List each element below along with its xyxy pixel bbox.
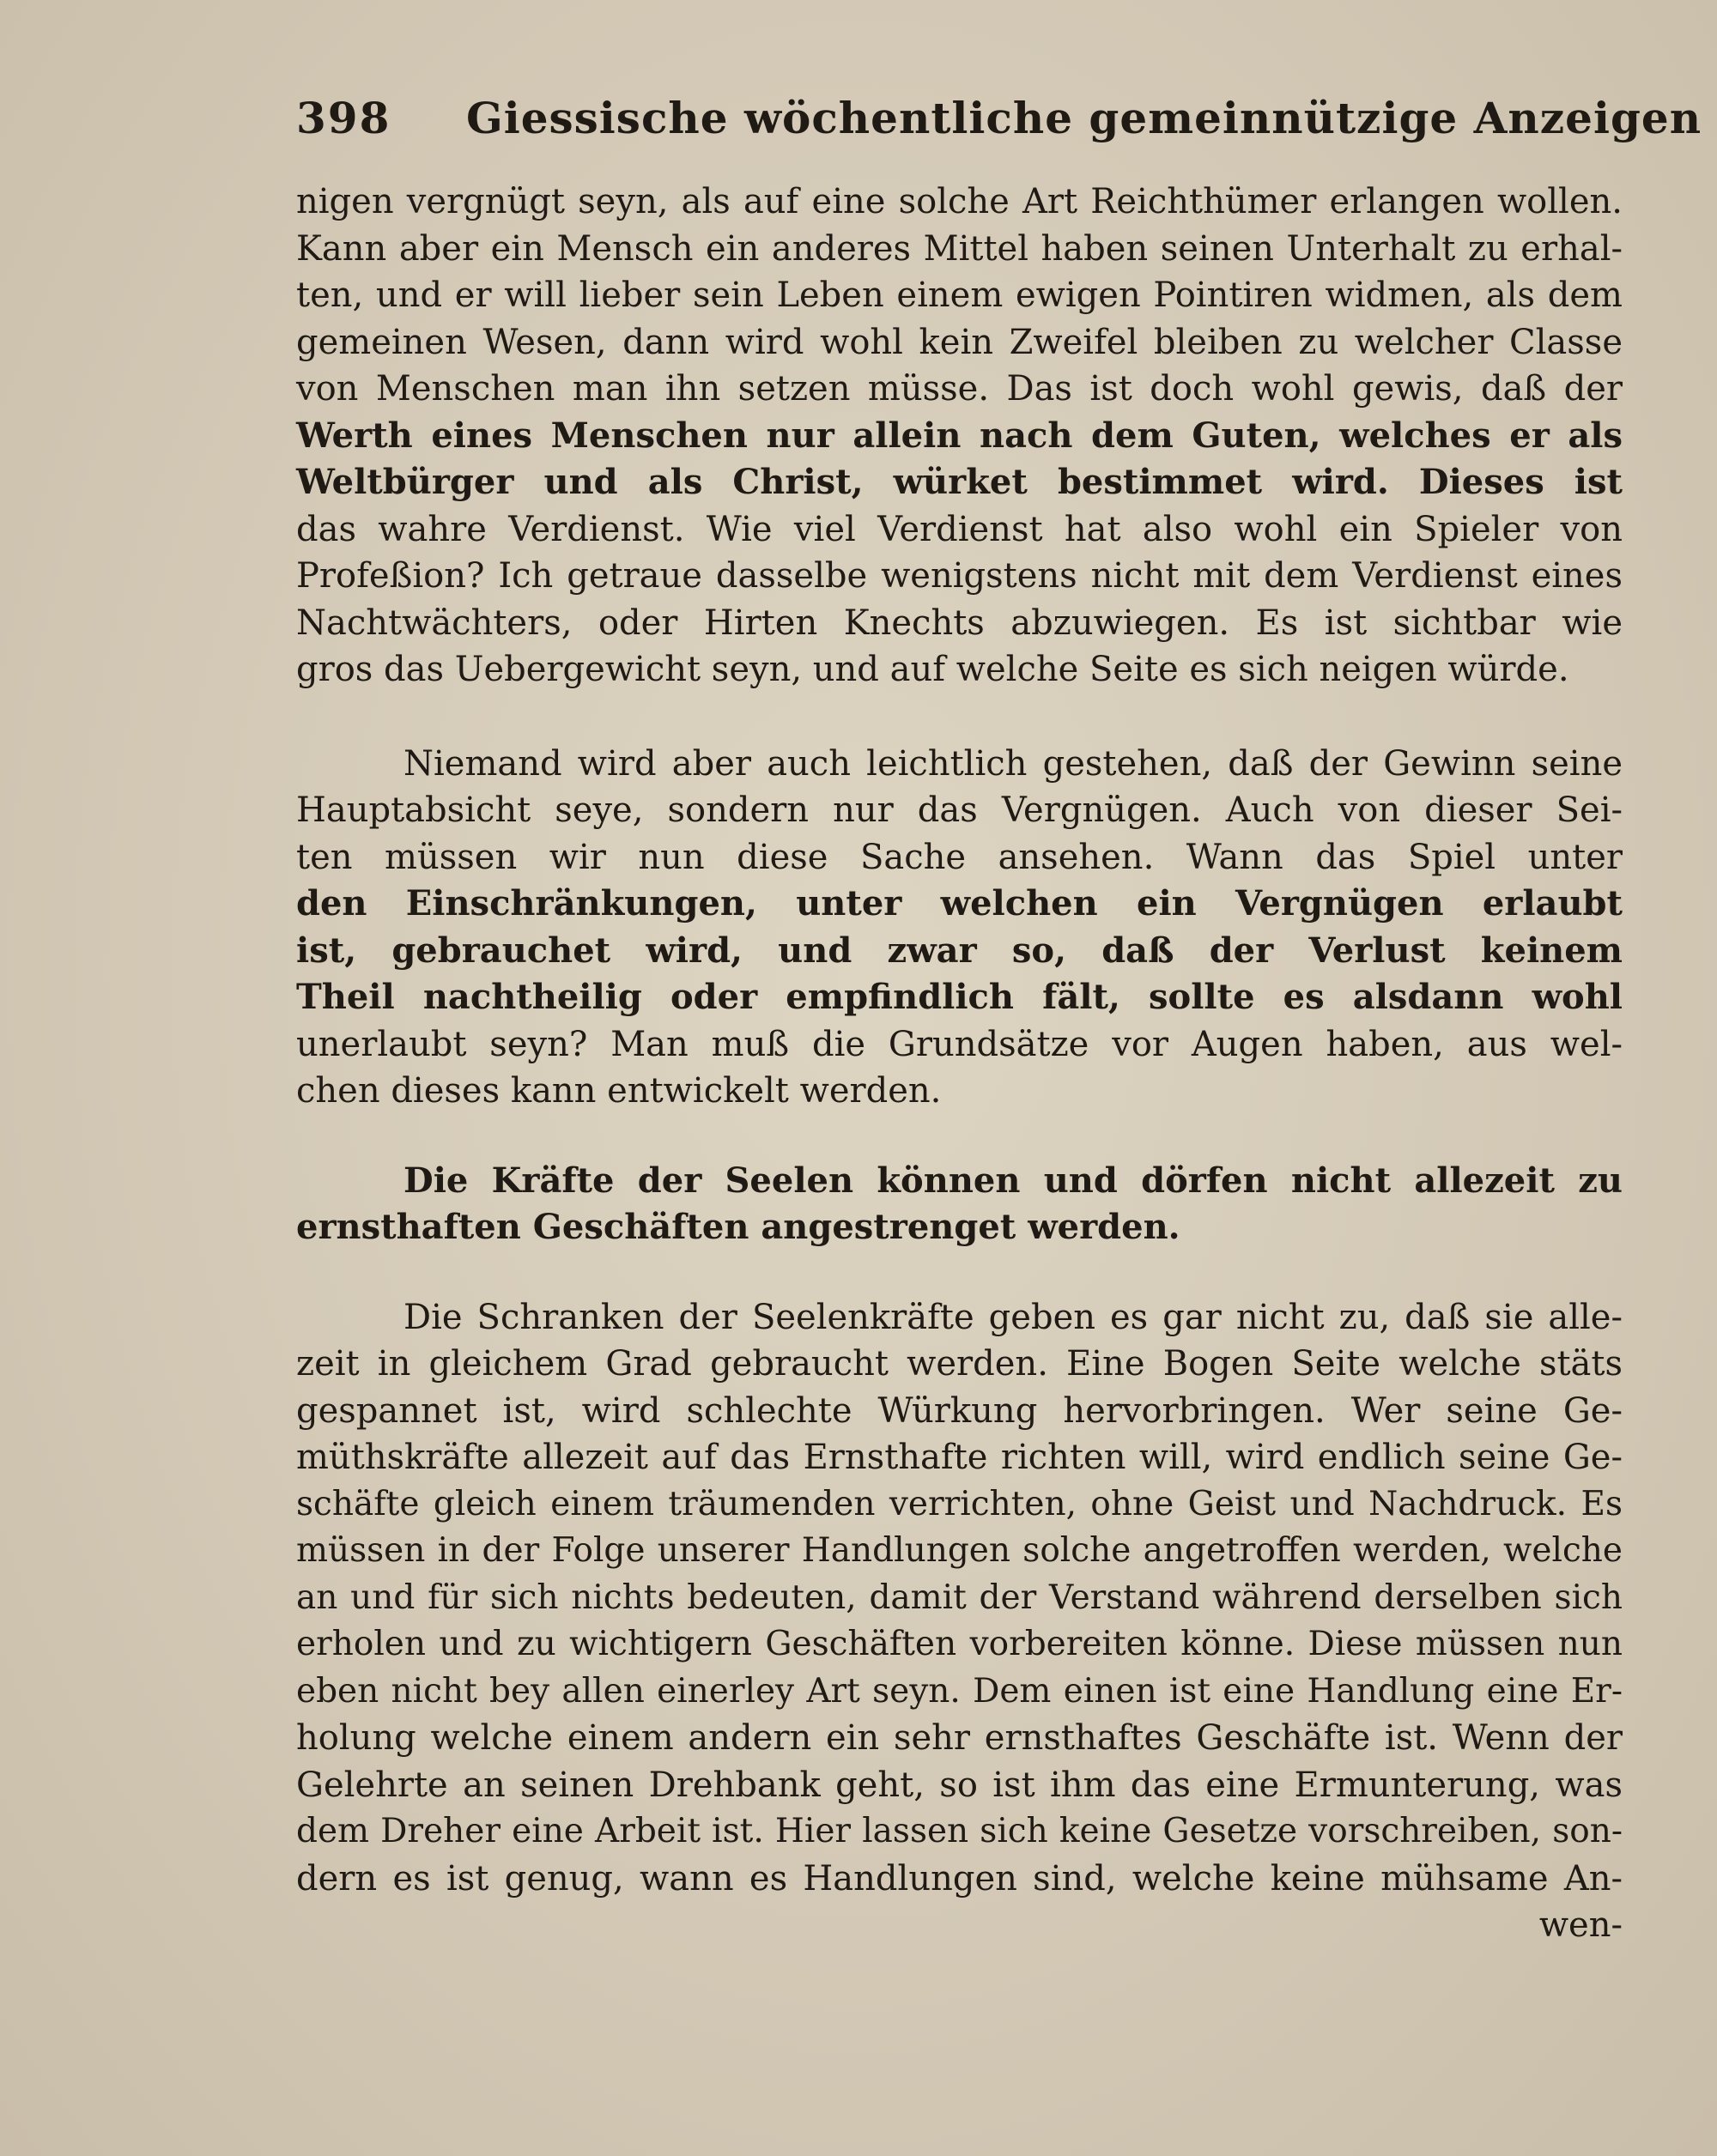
- paragraph-gap: [296, 693, 1623, 741]
- text-line: Die Schranken der Seelenkräfte geben es gar nicht zu, daß sie alle-: [403, 1297, 1623, 1337]
- paragraph-2: [296, 741, 1623, 1115]
- paragraph-3: [296, 1294, 1623, 1949]
- heading-line: Die Kräfte der Seelen können und dörfen nicht allezeit zu: [403, 1160, 1623, 1201]
- page-number: 398: [296, 93, 391, 143]
- text-line: nigen vergnügt seyn, als auf eine solche Art Reichthümer erlangen wollen.: [296, 182, 1623, 221]
- text-line: von Menschen man ihn setzen müsse. Das ist doch wohl gewis, daß der: [296, 369, 1623, 409]
- catchword: wen-: [1538, 1905, 1623, 1945]
- paragraph-gap: [296, 1251, 1623, 1294]
- text-line: zeit in gleichem Grad gebraucht werden. Eine Bogen Seite welche stäts: [296, 1344, 1623, 1384]
- text-line: chen dieses kann entwickelt werden.: [296, 1071, 942, 1111]
- text-line: Profeßion? Ich getraue dasselbe wenigstens nicht mit dem Verdienst eines: [296, 556, 1623, 596]
- text-line: Werth eines Menschen nur allein nach dem Guten, welches er als: [296, 415, 1623, 456]
- text-line: ten müssen wir nun diese Sache ansehen. Wann das Spiel unter: [296, 837, 1623, 877]
- text-line: schäfte gleich einem träumenden verrichten, ohne Geist und Nachdruck. Es: [296, 1484, 1623, 1523]
- body-text: [296, 179, 1623, 1949]
- text-line: müssen in der Folge unserer Handlungen solche angetroffen werden, welche: [296, 1531, 1623, 1570]
- text-line: Weltbürger und als Christ, würket bestimmet wird. Dieses ist: [296, 462, 1623, 502]
- heading-line: ernsthaften Geschäften angestrenget werden.: [296, 1207, 1180, 1247]
- text-line: Nachtwächters, oder Hirten Knechts abzuwiegen. Es ist sichtbar wie: [296, 603, 1623, 643]
- text-line: Hauptabsicht seye, sondern nur das Vergnügen. Auch von dieser Sei-: [296, 790, 1623, 830]
- text-line: gespannet ist, wird schlechte Würkung hervorbringen. Wer seine Ge-: [296, 1390, 1623, 1431]
- text-line: erholen und zu wichtigern Geschäften vorbereiten könne. Diese müssen nun: [296, 1625, 1623, 1663]
- text-line: holung welche einem andern ein sehr ernsthaftes Geschäfte ist. Wenn der: [296, 1718, 1623, 1758]
- text-line: dem Dreher eine Arbeit ist. Hier lassen sich keine Gesetze vorschreiben, son-: [296, 1812, 1623, 1850]
- running-head: Giessische wöchentliche gemeinnützige Anzeigen: [466, 93, 1702, 143]
- text-line: gemeinen Wesen, dann wird wohl kein Zweifel bleiben zu welcher Classe: [296, 322, 1623, 362]
- text-line: ist, gebrauchet wird, und zwar so, daß der Verlust keinem: [296, 930, 1623, 971]
- section-heading: [296, 1158, 1623, 1251]
- page-header: [296, 93, 1702, 153]
- text-line: ten, und er will lieber sein Leben einem ewigen Pointiren widmen, als dem: [296, 276, 1623, 315]
- text-line: Theil nachtheilig oder empfindlich fält, sollte es alsdann wohl: [296, 977, 1623, 1017]
- text-line: unerlaubt seyn? Man muß die Grundsätze vor Augen haben, aus wel-: [296, 1024, 1623, 1064]
- text-line: müthskräfte allezeit auf das Ernsthafte richten will, wird endlich seine Ge-: [296, 1438, 1623, 1477]
- paragraph-1: [296, 179, 1623, 693]
- text-line: Gelehrte an seinen Drehbank geht, so ist ihm das eine Ermunterung, was: [296, 1765, 1623, 1805]
- text-line: an und für sich nichts bedeuten, damit der Verstand während derselben sich: [296, 1578, 1623, 1617]
- text-line: eben nicht bey allen einerley Art seyn. Dem einen ist eine Handlung eine Er-: [296, 1671, 1623, 1711]
- text-line: Niemand wird aber auch leichtlich gestehen, daß der Gewinn seine: [403, 743, 1623, 784]
- text-line: das wahre Verdienst. Wie viel Verdienst hat also wohl ein Spieler von: [296, 509, 1623, 549]
- text-line: Kann aber ein Mensch ein anderes Mittel haben seinen Unterhalt zu erhal-: [296, 228, 1623, 269]
- paragraph-gap: [296, 1115, 1623, 1158]
- text-line: den Einschränkungen, unter welchen ein Vergnügen erlaubt: [296, 883, 1623, 924]
- text-line: dern es ist genug, wann es Handlungen sind, welche keine mühsame An-: [296, 1858, 1623, 1899]
- text-line: gros das Uebergewicht seyn, und auf welche Seite es sich neigen würde.: [296, 650, 1569, 689]
